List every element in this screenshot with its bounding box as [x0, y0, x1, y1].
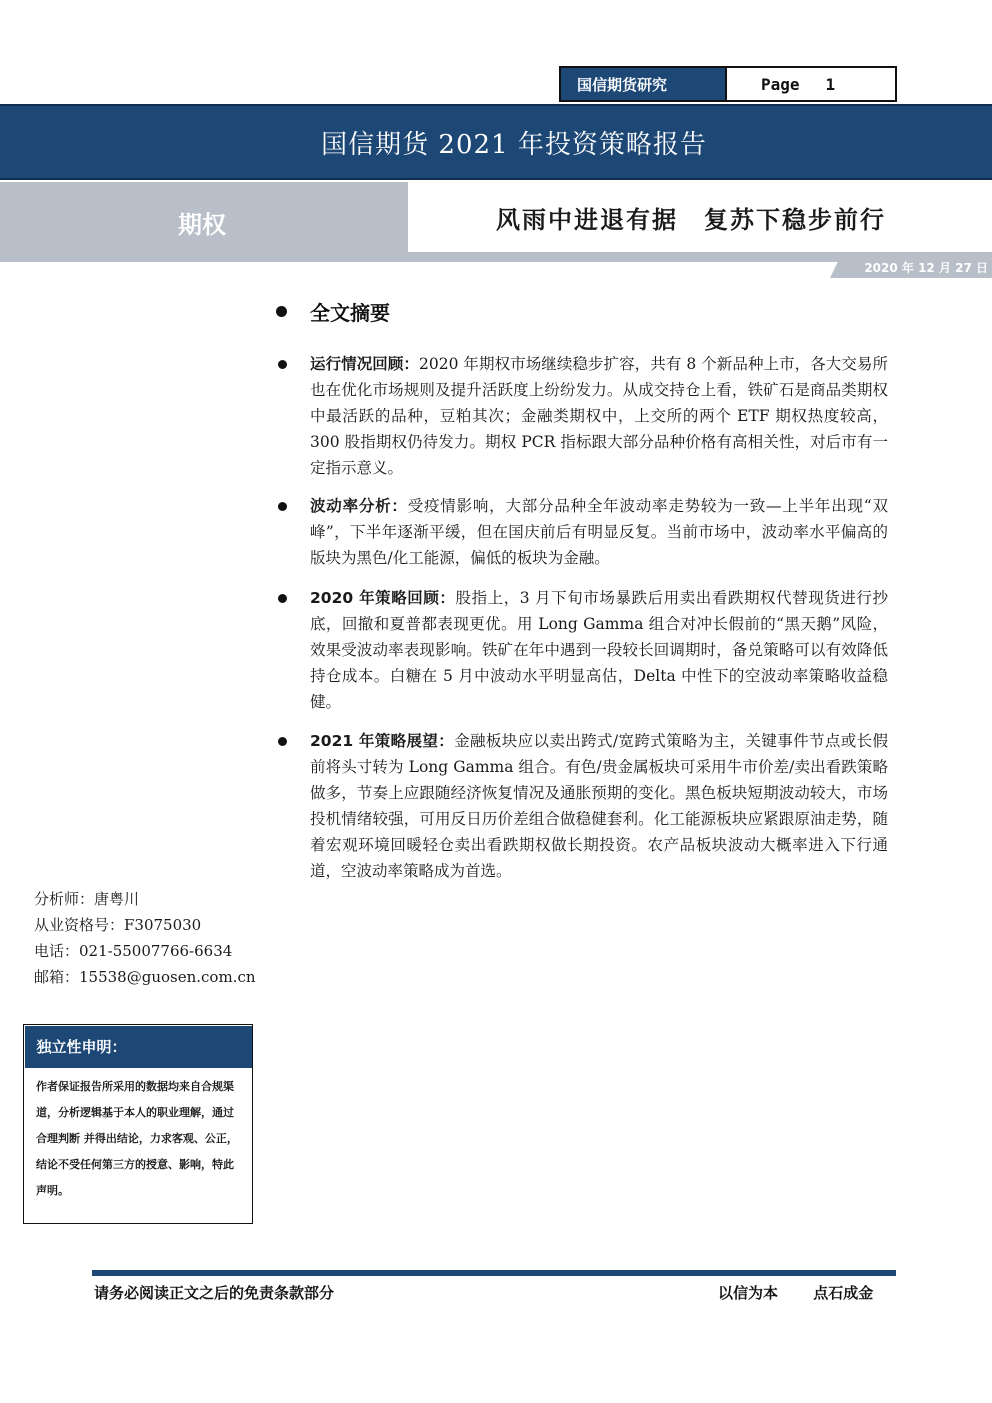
summary-item [310, 351, 888, 481]
bullet-icon [278, 360, 287, 369]
analyst-phone: 电话：021-55007766-6634 [34, 942, 233, 960]
footer-divider [92, 1270, 896, 1276]
analyst-license: 从业资格号：F3075030 [34, 916, 202, 934]
report-subtitle: 风雨中进退有据 复苏下稳步前行 [496, 205, 886, 234]
analyst-email[interactable]: 邮箱：15538@guosen.com.cn [34, 968, 256, 986]
category-panel [0, 182, 408, 262]
page-indicator [727, 66, 897, 102]
summary-item [310, 728, 888, 884]
bullet-icon [278, 737, 287, 746]
category-label: 期权 [178, 210, 226, 239]
independence-heading: 独立性申明： [25, 1026, 252, 1068]
analyst-name: 分析师：唐粤川 [34, 890, 140, 908]
independence-body: 作者保证报告所采用的数据均来自合规渠道，分析逻辑基于本人的职业理解，通过合理判断 并得出结论，力求客观、公正，结论不受任何第三方的授意、影响，特此声明。 [36, 1080, 238, 1197]
page-label: Page [761, 74, 800, 94]
summary-item-label: 波动率分析： [310, 497, 408, 515]
footer-disclaimer: 请务必阅读正文之后的免责条款部分 [94, 1284, 335, 1302]
summary-heading: 全文摘要 [310, 301, 390, 325]
summary-item [310, 493, 888, 571]
summary-item-label: 2021 年策略展望： [310, 732, 455, 750]
bullet-icon [276, 306, 287, 317]
summary-item-label: 运行情况回顾： [310, 355, 419, 373]
report-title: 国信期货 2021 年投资策略报告 [321, 129, 707, 160]
summary-item-text: 股指上，3 月下旬市场暴跌后用卖出看跌期权代替现货进行抄底，回撤和夏普都表现更优。用 Long Gamma 组合对冲长假前的“黑天鹅”风险，效果受波动率表现影响。铁矿在年中遇到一段较长回调期时，备兑策略可以有效降低持仓成本。白糖在 5 月中波动水平明显高估，Delta 中性下的空波动率策略收益稳健。 [310, 589, 888, 711]
bullet-icon [278, 594, 287, 603]
summary-item [310, 585, 888, 715]
summary-item-label: 2020 年策略回顾： [310, 589, 456, 607]
report-date: 2020 年 12 月 27 日 [864, 261, 988, 275]
org-tag: 国信期货研究 [559, 66, 727, 102]
summary-item-text: 金融板块应以卖出跨式/宽跨式策略为主，关键事件节点或长假前将头寸转为 Long Gamma 组合。有色/贵金属板块可采用牛市价差/卖出看跌策略做多，节奏上应跟随经济恢复情况及通胀预期的变化。黑色板块短期波动较大，市场投机情绪较强，可用反日历价差组合做稳健套利。化工能源板块应紧跟原油走势，随着宏观环境回暖轻仓卖出看跌期权做长期投资。农产品板块波动大概率进入下行通道，空波动率策略成为首选。 [310, 732, 888, 880]
summary-item-text: 2020 年期权市场继续稳步扩容，共有 8 个新品种上市，各大交易所也在优化市场规则及提升活跃度上纷纷发力。从成交持仓上看，铁矿石是商品类期权中最活跃的品种，豆粕其次；金融类期权中，上交所的两个 ETF 期权热度较高，300 股指期权仍待发力。期权 PCR 指标跟大部分品种价格有高相关性，对后市有一定指示意义。 [310, 355, 888, 477]
summary-item-text: 受疫情影响，大部分品种全年波动率走势较为一致—上半年出现“双峰”，下半年逐渐平缓，但在国庆前后有明显反复。当前市场中，波动率水平偏高的版块为黑色/化工能源，偏低的板块为金融。 [310, 497, 888, 567]
title-banner [0, 104, 992, 180]
bullet-icon [278, 502, 287, 511]
footer-motto: 以信为本 点石成金 [718, 1284, 874, 1302]
page-number: 1 [825, 74, 836, 94]
